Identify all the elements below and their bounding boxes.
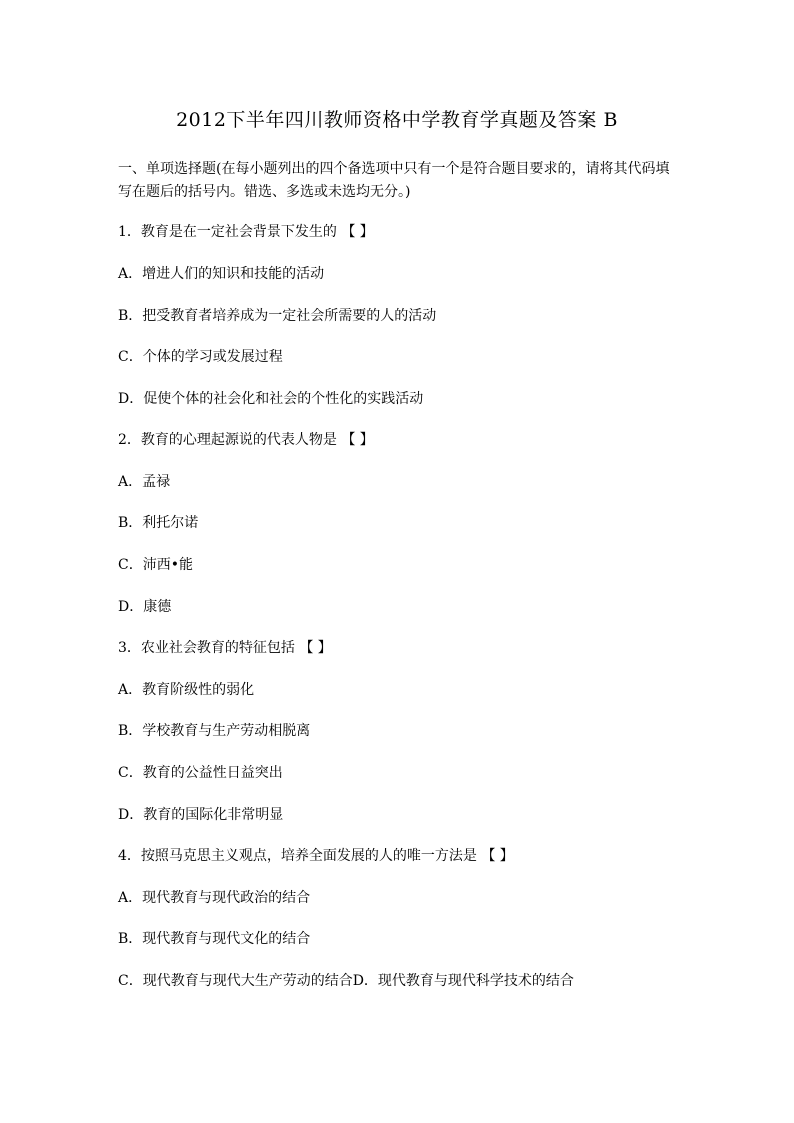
document-title: 2012下半年四川教师资格中学教育学真题及答案 B [176, 109, 618, 131]
answer-option: B．学校教育与生产劳动相脱离 [118, 723, 311, 739]
answer-option: B．现代教育与现代文化的结合 [118, 931, 311, 947]
answer-option: D．促使个体的社会化和社会的个性化的实践活动 [118, 391, 424, 407]
answer-option: A．增进人们的知识和技能的活动 [118, 266, 325, 282]
answer-option: C．现代教育与现代大生产劳动的结合D．现代教育与现代科学技术的结合 [118, 973, 574, 989]
answer-option: D．康德 [118, 599, 172, 615]
question-stem: 1．教育是在一定社会背景下发生的 【 】 [118, 224, 374, 240]
answer-option: B．把受教育者培养成为一定社会所需要的人的活动 [118, 308, 437, 324]
question-stem: 2．教育的心理起源说的代表人物是 【 】 [118, 432, 374, 448]
section-header: 一、单项选择题(在每小题列出的四个备选项中只有一个是符合题目要求的，请将其代码填写在题后的括号内。错选、多选或未选均无分。) [118, 161, 670, 200]
answer-option: A．孟禄 [118, 474, 171, 490]
answer-option: D．教育的国际化非常明显 [118, 807, 284, 823]
answer-option: A．现代教育与现代政治的结合 [118, 890, 311, 906]
answer-option: C．沛西•能 [118, 557, 193, 573]
answer-option: C．教育的公益性日益突出 [118, 765, 283, 781]
answer-option: B．利托尔诺 [118, 515, 199, 531]
answer-option: C．个体的学习或发展过程 [118, 349, 283, 365]
answer-option: A．教育阶级性的弱化 [118, 682, 255, 698]
question-stem: 4．按照马克思主义观点，培养全面发展的人的唯一方法是 【 】 [118, 848, 514, 864]
question-stem: 3．农业社会教育的特征包括 【 】 [118, 640, 332, 656]
